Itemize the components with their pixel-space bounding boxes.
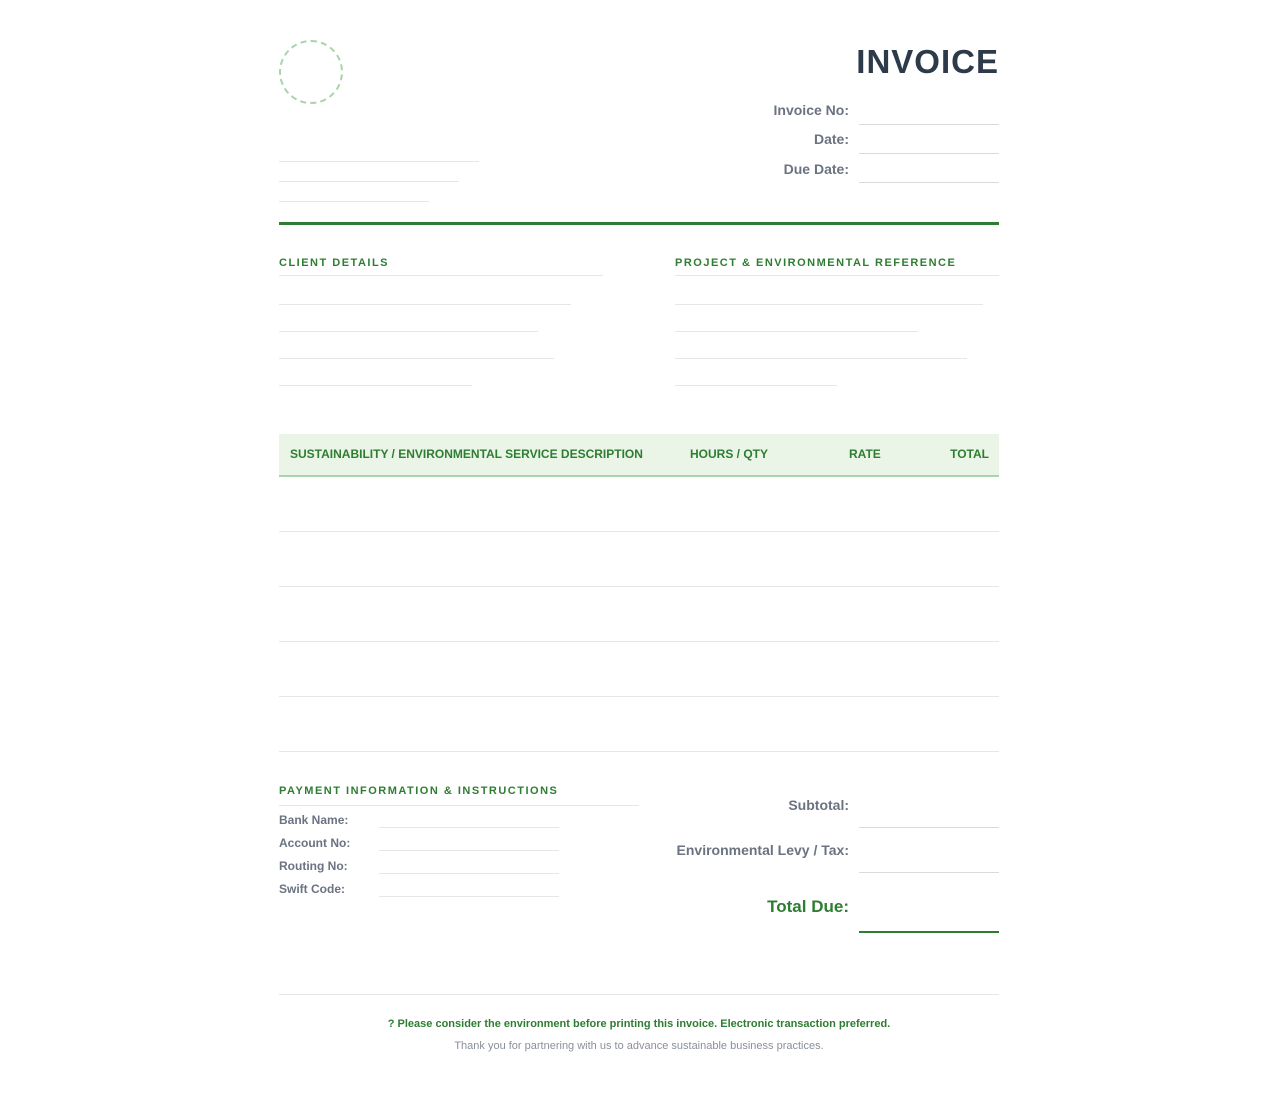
- company-line-1: [279, 161, 479, 162]
- project-line-3[interactable]: [675, 358, 967, 359]
- subtotal-field[interactable]: [859, 827, 999, 828]
- due-date-label: Due Date:: [783, 161, 849, 177]
- swift-code-label: Swift Code:: [279, 882, 345, 896]
- account-no-label: Account No:: [279, 836, 351, 850]
- bank-name-label: Bank Name:: [279, 813, 349, 827]
- column-description: SUSTAINABILITY / ENVIRONMENTAL SERVICE DESCRIPTION: [290, 447, 643, 461]
- company-line-2: [279, 181, 459, 182]
- invoice-no-field[interactable]: [859, 124, 999, 125]
- project-reference-heading: PROJECT & ENVIRONMENTAL REFERENCE: [675, 257, 957, 269]
- client-line-4[interactable]: [279, 385, 472, 386]
- header-divider: [279, 222, 999, 225]
- table-row[interactable]: [279, 642, 999, 697]
- client-line-3[interactable]: [279, 358, 554, 359]
- column-total: TOTAL: [950, 447, 989, 461]
- swift-code-field[interactable]: [379, 896, 559, 897]
- account-no-field[interactable]: [379, 850, 559, 851]
- routing-no-field[interactable]: [379, 873, 559, 874]
- thank-you-note: Thank you for partnering with us to advance sustainable business practices.: [454, 1040, 824, 1052]
- project-line-1[interactable]: [675, 304, 983, 305]
- project-heading-underline: [675, 275, 999, 276]
- total-due-label: Total Due:: [767, 897, 849, 916]
- client-line-2[interactable]: [279, 331, 538, 332]
- table-row[interactable]: [279, 587, 999, 642]
- column-rate: RATE: [849, 447, 881, 461]
- tax-label: Environmental Levy / Tax:: [676, 842, 849, 858]
- logo-placeholder: [279, 40, 343, 104]
- invoice-title: INVOICE: [856, 43, 999, 80]
- total-due-field[interactable]: [859, 931, 999, 933]
- column-hours-qty: HOURS / QTY: [690, 447, 769, 461]
- table-row[interactable]: [279, 477, 999, 532]
- payment-heading: PAYMENT INFORMATION & INSTRUCTIONS: [279, 785, 559, 797]
- subtotal-label: Subtotal:: [788, 797, 849, 813]
- client-heading-underline: [279, 275, 603, 276]
- client-details-heading: CLIENT DETAILS: [279, 257, 390, 269]
- eco-notice: ? Please consider the environment before printing this invoice. Electronic transaction preferred.: [387, 1018, 891, 1030]
- company-line-3: [279, 201, 429, 202]
- client-line-1[interactable]: [279, 304, 571, 305]
- services-table-header: [279, 434, 999, 477]
- due-date-field[interactable]: [859, 182, 999, 183]
- project-line-4[interactable]: [675, 385, 837, 386]
- date-field[interactable]: [859, 153, 999, 154]
- project-line-2[interactable]: [675, 331, 918, 332]
- footer-divider: [279, 994, 999, 995]
- date-label: Date:: [813, 131, 849, 147]
- bank-name-field[interactable]: [379, 827, 559, 828]
- table-row[interactable]: [279, 532, 999, 587]
- tax-field[interactable]: [859, 872, 999, 873]
- payment-heading-underline: [279, 805, 639, 806]
- table-row[interactable]: [279, 697, 999, 752]
- routing-no-label: Routing No:: [279, 859, 348, 873]
- invoice-no-label: Invoice No:: [773, 102, 849, 118]
